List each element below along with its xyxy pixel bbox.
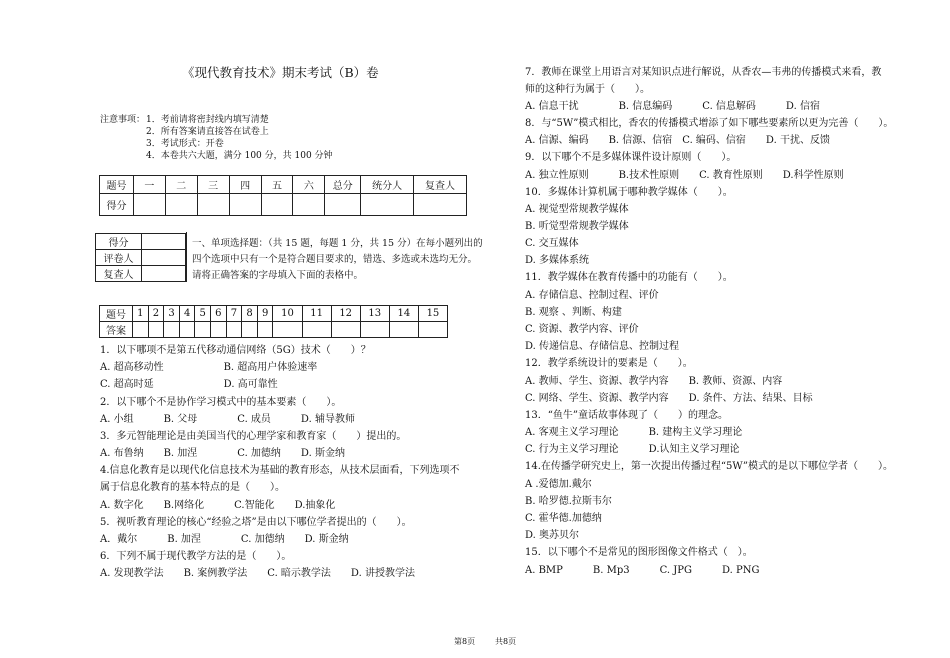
question-14: 14.在传播学研究史上，第一次提出传播过程“5W”模式的是以下哪位学者（ ）。 — [525, 461, 893, 472]
score-header-cell: 六 — [293, 176, 325, 194]
score-cell[interactable] — [414, 194, 467, 216]
question-15-options: A. BMP B. Mp3 C. JPG D. PNG — [525, 565, 760, 576]
answer-header-cell: 2 — [148, 306, 164, 322]
notice-item-4: 4．本卷共六大题，满分 100 分，共 100 分钟 — [146, 151, 333, 161]
score-header-cell: 复查人 — [414, 176, 467, 194]
answer-header-cell: 13 — [360, 306, 389, 322]
question-7-continued: 师的这种行为属于（ ）。 — [525, 84, 650, 95]
score-cell[interactable] — [361, 194, 414, 216]
question-13-options-ab: A. 客观主义学习理论 B. 建构主义学习理论 — [525, 427, 743, 438]
question-11: 11．教学媒体在教育传播中的功能有（ ）。 — [525, 272, 733, 283]
grader-box-divider — [186, 232, 187, 282]
grader-cell[interactable] — [142, 250, 186, 266]
answer-header-cell: 8 — [242, 306, 258, 322]
question-5-options: A．戴尔 B. 加涅 C. 加德纳 D. 斯金纳 — [100, 534, 349, 545]
question-13: 13．“鱼牛”童话故事体现了（ ）的理念。 — [525, 410, 728, 421]
question-9: 9．以下哪个不是多媒体课件设计原则（ ）。 — [525, 152, 737, 163]
answer-cell[interactable] — [360, 322, 389, 338]
question-2: 2．以下哪个不是协作学习模式中的基本要素（ ）。 — [100, 397, 342, 408]
footer-page-total: 共8页 — [495, 637, 517, 646]
question-4-options: A. 数字化 B.网络化 C.智能化 D.抽象化 — [100, 500, 336, 511]
question-2-options: A. 小组 B. 父母 C. 成员 D. 辅导教师 — [100, 414, 355, 425]
score-header-cell: 统分人 — [361, 176, 414, 194]
answer-header-cell: 5 — [195, 306, 211, 322]
question-10-option-c: C. 交互媒体 — [525, 238, 579, 249]
notice-lead: 注意事项： — [100, 115, 146, 125]
question-11-option-a: A. 存储信息、控制过程、评价 — [525, 290, 659, 301]
answer-header-cell: 4 — [179, 306, 195, 322]
answer-header-cell: 11 — [302, 306, 331, 322]
question-14-option-b: B. 哈罗德.拉斯韦尔 — [525, 496, 612, 507]
question-10-option-a: A. 视觉型常规教学媒体 — [525, 204, 629, 215]
score-cell[interactable] — [293, 194, 325, 216]
question-14-option-a: A .爱德加.戴尔 — [525, 479, 592, 490]
section1-line1: 一、单项选择题：（共 15 题，每题 1 分，共 15 分）在每小题列出的 — [192, 238, 483, 249]
question-15: 15．以下哪个不是常见的图形图像文件格式（ ）。 — [525, 547, 753, 558]
question-6-options: A. 发现教学法 B. 案例教学法 C. 暗示教学法 D. 讲授教学法 — [100, 568, 415, 579]
score-cell[interactable] — [325, 194, 361, 216]
score-cell[interactable] — [165, 194, 197, 216]
answer-header-cell: 7 — [226, 306, 242, 322]
score-row-label: 得分 — [100, 194, 134, 216]
question-11-option-d: D. 传递信息、存储信息、控制过程 — [525, 341, 680, 352]
grader-label: 评卷人 — [96, 250, 142, 266]
answer-header-cell: 15 — [418, 306, 447, 322]
question-13-options-cd: C. 行为主义学习理论 D.认知主义学习理论 — [525, 444, 740, 455]
question-1-options-cd: C. 超高时延 D. 高可靠性 — [100, 379, 278, 390]
question-9-options: A. 独立性原则 B.技术性原则 C. 教育性原则 D.科学性原则 — [525, 170, 844, 181]
score-header-cell: 一 — [133, 176, 165, 194]
answer-header-cell: 6 — [211, 306, 227, 322]
answer-cell[interactable] — [226, 322, 242, 338]
question-5: 5．视听教育理论的核心“经验之塔”是由以下哪位学者提出的（ ）。 — [100, 517, 412, 528]
question-12-options-ab: A. 教师、学生、资源、教学内容 B. 教师、资源、内容 — [525, 376, 783, 387]
answer-cell[interactable] — [195, 322, 211, 338]
answer-cell[interactable] — [331, 322, 360, 338]
question-14-option-c: C. 霍华德.加德纳 — [525, 513, 602, 524]
score-cell[interactable] — [197, 194, 229, 216]
answer-cell[interactable] — [257, 322, 273, 338]
answer-cell[interactable] — [242, 322, 258, 338]
question-4: 4.信息化教育是以现代化信息技术为基础的教育形态，从技术层面看，下列选项不 — [100, 465, 460, 476]
grader-cell[interactable] — [142, 234, 186, 250]
score-table — [99, 175, 467, 216]
answer-header-cell: 10 — [273, 306, 302, 322]
answer-row-label: 答案 — [100, 322, 133, 338]
answer-header-cell: 12 — [331, 306, 360, 322]
score-header-cell: 三 — [197, 176, 229, 194]
question-10: 10．多媒体计算机属于哪种教学媒体（ ）。 — [525, 187, 733, 198]
question-11-option-b: B. 观察 、判断、构建 — [525, 307, 622, 318]
question-12: 12．教学系统设计的要素是（ ）。 — [525, 358, 693, 369]
grader-box — [95, 233, 186, 282]
notice-item-2: 2．所有答案请直接答在试卷上 — [146, 127, 269, 137]
grader-label: 复查人 — [96, 266, 142, 282]
score-header-cell: 二 — [165, 176, 197, 194]
answer-cell[interactable] — [179, 322, 195, 338]
question-11-option-c: C. 资源、教学内容、评价 — [525, 324, 639, 335]
question-6: 6．下列不属于现代教学方法的是（ ）。 — [100, 551, 292, 562]
score-header-cell: 题号 — [100, 176, 134, 194]
answer-header-cell: 3 — [164, 306, 180, 322]
question-1: 1．以下哪项不是第五代移动通信网络（5G）技术（ ）？ — [100, 345, 371, 356]
answer-cell[interactable] — [148, 322, 164, 338]
question-3-options: A. 布鲁纳 B. 加涅 C. 加德纳 D. 斯金纳 — [100, 448, 345, 459]
score-header-cell: 总分 — [325, 176, 361, 194]
answer-cell[interactable] — [389, 322, 418, 338]
section1-line3: 请将正确答案的字母填入下面的表格中。 — [192, 270, 364, 281]
score-header-cell: 四 — [229, 176, 261, 194]
question-12-options-cd: C. 网络、学生、资源、教学内容 D. 条件、方法、结果、目标 — [525, 393, 813, 404]
exam-title: 《现代教育技术》期末考试（B）卷 — [182, 65, 379, 80]
question-1-options-ab: A. 超高移动性 B. 超高用户体验速率 — [100, 362, 318, 373]
footer-page-number: 第8页 — [454, 637, 476, 646]
answer-header-cell: 1 — [133, 306, 149, 322]
notice-item-3: 3．考试形式：开卷 — [146, 139, 224, 149]
answer-cell[interactable] — [133, 322, 149, 338]
question-10-option-b: B. 听觉型常规教学媒体 — [525, 221, 629, 232]
score-cell[interactable] — [229, 194, 261, 216]
score-cell[interactable] — [261, 194, 293, 216]
question-8-options: A. 信源、编码 B. 信源、信宿 C. 编码、信宿 D. 干扰、反馈 — [525, 135, 830, 146]
grader-cell[interactable] — [142, 266, 186, 282]
answer-header-cell: 题号 — [100, 306, 133, 322]
question-7: 7．教师在课堂上用语言对某知识点进行解说，从香农—韦弗的传播模式来看，教 — [525, 67, 882, 78]
question-10-option-d: D. 多媒体系统 — [525, 255, 590, 266]
answer-cell[interactable] — [302, 322, 331, 338]
answer-header-cell: 14 — [389, 306, 418, 322]
question-7-options: A. 信息干扰 B. 信息编码 C. 信息解码 D. 信宿 — [525, 101, 820, 112]
score-header-cell: 五 — [261, 176, 293, 194]
answer-cell[interactable] — [273, 322, 302, 338]
score-cell[interactable] — [133, 194, 165, 216]
question-3: 3．多元智能理论是由美国当代的心理学家和教育家（ ）提出的。 — [100, 431, 407, 442]
answer-header-cell: 9 — [257, 306, 273, 322]
question-14-option-d: D. 奥苏贝尔 — [525, 530, 580, 541]
answer-cell[interactable] — [211, 322, 227, 338]
question-4-continued: 属于信息化教育的基本特点的是（ ）。 — [100, 482, 285, 493]
answer-cell[interactable] — [164, 322, 180, 338]
grader-label: 得分 — [96, 234, 142, 250]
answer-cell[interactable] — [418, 322, 447, 338]
answer-table — [99, 305, 448, 338]
notice-item-1: 1．考前请将密封线内填写清楚 — [146, 115, 269, 125]
question-8: 8．与“5W”模式相比，香农的传播模式增添了如下哪些要素所以更为完善（ ）。 — [525, 118, 894, 129]
section1-line2: 四个选项中只有一个是符合题目要求的，错选、多选或未选均无分。 — [192, 254, 478, 265]
